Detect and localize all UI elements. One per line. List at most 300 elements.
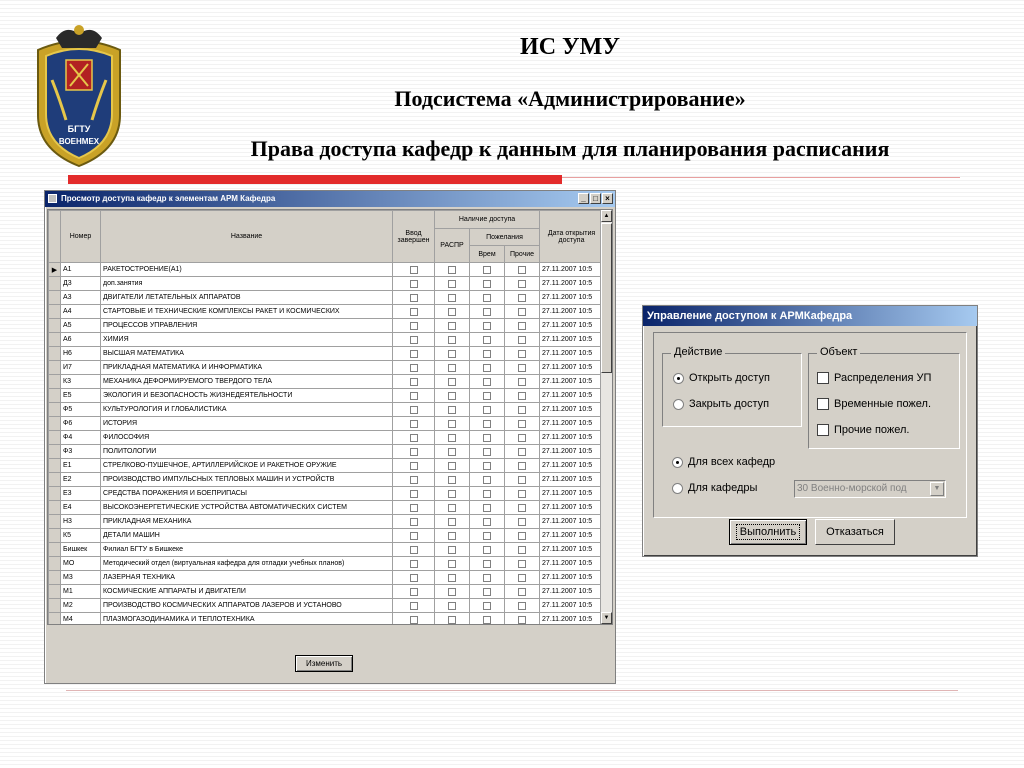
cell-raspr [435,319,470,333]
all-depts-option[interactable] [672,456,775,468]
cell-date[interactable]: 27.11.2007 10:5 [540,515,604,529]
cell-name[interactable]: ПРИКЛАДНАЯ МЕХАНИКА [101,515,393,529]
cell-date[interactable]: 27.11.2007 10:5 [540,599,604,613]
open-access-radio[interactable] [673,373,684,384]
time-checkbox[interactable] [483,532,491,540]
row-indicator[interactable] [49,459,61,473]
other-checkbox[interactable] [518,322,526,330]
input-done-checkbox[interactable] [410,574,418,582]
other-checkbox[interactable] [518,504,526,512]
row-indicator[interactable] [49,557,61,571]
table-row[interactable] [49,375,604,389]
cell-number[interactable]: Е3 [61,487,101,501]
table-row[interactable] [49,473,604,487]
input-done-checkbox[interactable] [410,364,418,372]
time-checkbox[interactable] [483,476,491,484]
cell-date[interactable]: 27.11.2007 10:5 [540,361,604,375]
scroll-up-icon[interactable]: ▲ [601,210,612,222]
cell-number[interactable]: Ф4 [61,431,101,445]
time-checkbox[interactable] [483,602,491,610]
raspr-checkbox[interactable] [448,322,456,330]
table-row[interactable] [49,613,604,626]
row-indicator[interactable] [49,319,61,333]
cell-name[interactable]: СТАРТОВЫЕ И ТЕХНИЧЕСКИЕ КОМПЛЕКСЫ РАКЕТ И КОСМИЧЕСКИХ [101,305,393,319]
table-row[interactable] [49,487,604,501]
all-depts-radio[interactable] [672,457,683,468]
cell-date[interactable]: 27.11.2007 10:5 [540,529,604,543]
other-checkbox[interactable] [518,574,526,582]
input-done-checkbox[interactable] [410,392,418,400]
input-done-checkbox[interactable] [410,602,418,610]
cell-raspr [435,361,470,375]
cell-date[interactable]: 27.11.2007 10:5 [540,543,604,557]
cell-name[interactable]: ХИМИЯ [101,333,393,347]
window2-titlebar[interactable] [643,306,977,326]
chevron-down-icon[interactable]: ▼ [930,482,944,496]
cell-name[interactable]: Методический отдел (виртуальная кафедра для отладки учебных планов) [101,557,393,571]
table-row[interactable] [49,431,604,445]
raspr-checkbox[interactable] [448,364,456,372]
row-indicator[interactable] [49,361,61,375]
time-checkbox[interactable] [483,266,491,274]
cell-name[interactable]: ИСТОРИЯ [101,417,393,431]
raspr-checkbox[interactable] [448,616,456,624]
table-row[interactable] [49,585,604,599]
input-done-checkbox[interactable] [410,420,418,428]
table-row[interactable] [49,445,604,459]
access-grid[interactable] [47,209,613,625]
raspr-checkbox[interactable] [448,392,456,400]
dept-select[interactable] [794,480,946,498]
table-row[interactable] [49,263,604,277]
input-done-checkbox[interactable] [410,406,418,414]
slide-title: ИС УМУ [520,34,620,60]
raspr-checkbox[interactable] [448,308,456,316]
input-done-checkbox[interactable] [410,434,418,442]
time-checkbox[interactable] [483,294,491,302]
other-checkbox[interactable] [518,546,526,554]
row-indicator[interactable] [49,613,61,626]
cell-time [470,305,505,319]
cell-date[interactable]: 27.11.2007 10:5 [540,375,604,389]
time-checkbox[interactable] [483,350,491,358]
cell-name[interactable]: ВЫСОКОЭНЕРГЕТИЧЕСКИЕ УСТРОЙСТВА АВТОМАТИЧЕСКИХ СИСТЕМ [101,501,393,515]
cell-number[interactable]: М3 [61,571,101,585]
raspr-checkbox[interactable] [448,532,456,540]
table-row[interactable] [49,543,604,557]
row-indicator[interactable] [49,529,61,543]
table-row[interactable] [49,599,604,613]
input-done-checkbox[interactable] [410,560,418,568]
input-done-checkbox[interactable] [410,518,418,526]
col-time[interactable]: Врем [470,246,505,263]
time-checkbox[interactable] [483,504,491,512]
cell-number[interactable]: К5 [61,529,101,543]
cell-date[interactable]: 27.11.2007 10:5 [540,445,604,459]
input-done-checkbox[interactable] [410,462,418,470]
time-checkbox[interactable] [483,378,491,386]
time-checkbox[interactable] [483,448,491,456]
cell-number[interactable]: А5 [61,319,101,333]
cell-name[interactable]: ЭКОЛОГИЯ И БЕЗОПАСНОСТЬ ЖИЗНЕДЕЯТЕЛЬНОСТИ [101,389,393,403]
time-checkbox[interactable] [483,588,491,596]
input-done-checkbox[interactable] [410,378,418,386]
table-row[interactable] [49,347,604,361]
obj-other-wishes-checkbox[interactable] [817,424,829,436]
time-checkbox[interactable] [483,322,491,330]
cell-date[interactable]: 27.11.2007 10:5 [540,557,604,571]
cell-number[interactable]: Ф3 [61,445,101,459]
cell-number[interactable]: М2 [61,599,101,613]
row-indicator[interactable] [49,291,61,305]
grid-scrollbar[interactable] [600,210,612,624]
raspr-checkbox[interactable] [448,420,456,428]
time-checkbox[interactable] [483,490,491,498]
time-checkbox[interactable] [483,560,491,568]
row-indicator[interactable] [49,403,61,417]
cell-number[interactable]: Д3 [61,277,101,291]
close-icon[interactable]: × [602,193,613,204]
table-row[interactable] [49,515,604,529]
cell-number[interactable]: М4 [61,613,101,626]
cell-name[interactable]: доп.занятия [101,277,393,291]
other-checkbox[interactable] [518,364,526,372]
maximize-icon[interactable]: □ [590,193,601,204]
raspr-checkbox[interactable] [448,448,456,456]
raspr-checkbox[interactable] [448,574,456,582]
cell-other [505,487,540,501]
cell-date[interactable]: 27.11.2007 10:5 [540,417,604,431]
other-checkbox[interactable] [518,350,526,358]
table-row[interactable] [49,403,604,417]
open-access-option[interactable] [673,372,770,384]
cell-date[interactable]: 27.11.2007 10:5 [540,501,604,515]
cell-date[interactable]: 27.11.2007 10:5 [540,431,604,445]
time-checkbox[interactable] [483,280,491,288]
change-button[interactable]: Изменить [295,655,353,672]
time-checkbox[interactable] [483,406,491,414]
row-indicator[interactable] [49,417,61,431]
cell-name[interactable]: ЛАЗЕРНАЯ ТЕХНИКА [101,571,393,585]
cell-input-done [393,291,435,305]
cell-raspr [435,333,470,347]
cell-name[interactable]: МЕХАНИКА ДЕФОРМИРУЕМОГО ТВЕРДОГО ТЕЛА [101,375,393,389]
input-done-checkbox[interactable] [410,280,418,288]
row-indicator[interactable] [49,487,61,501]
cell-number[interactable]: К3 [61,375,101,389]
cell-name[interactable]: ФИЛОСОФИЯ [101,431,393,445]
input-done-checkbox[interactable] [410,336,418,344]
cell-date[interactable]: 27.11.2007 10:5 [540,585,604,599]
cell-time [470,473,505,487]
cell-raspr [435,473,470,487]
cell-name[interactable]: ДЕТАЛИ МАШИН [101,529,393,543]
other-checkbox[interactable] [518,616,526,624]
input-done-checkbox[interactable] [410,308,418,316]
cell-number[interactable]: А4 [61,305,101,319]
cell-date[interactable]: 27.11.2007 10:5 [540,403,604,417]
cell-raspr [435,375,470,389]
cell-name[interactable]: КОСМИЧЕСКИЕ АППАРАТЫ И ДВИГАТЕЛИ [101,585,393,599]
cell-date[interactable]: 27.11.2007 10:5 [540,613,604,626]
table-row[interactable] [49,361,604,375]
cell-name[interactable]: Филиал БГТУ в Бишкеке [101,543,393,557]
raspr-checkbox[interactable] [448,280,456,288]
cell-date[interactable]: 27.11.2007 10:5 [540,305,604,319]
row-indicator[interactable] [49,347,61,361]
other-checkbox[interactable] [518,406,526,414]
cell-number[interactable]: Н3 [61,515,101,529]
input-done-checkbox[interactable] [410,294,418,302]
other-checkbox[interactable] [518,518,526,526]
cell-date[interactable]: 27.11.2007 10:5 [540,487,604,501]
other-checkbox[interactable] [518,588,526,596]
cell-number[interactable]: И7 [61,361,101,375]
table-row[interactable] [49,571,604,585]
cell-name[interactable]: КУЛЬТУРОЛОГИЯ И ГЛОБАЛИСТИКА [101,403,393,417]
cell-name[interactable]: ВЫСШАЯ МАТЕМАТИКА [101,347,393,361]
cell-number[interactable]: Ф6 [61,417,101,431]
cell-time [470,501,505,515]
raspr-checkbox[interactable] [448,350,456,358]
row-indicator[interactable] [49,333,61,347]
input-done-checkbox[interactable] [410,546,418,554]
obj-other-wishes-option[interactable] [817,424,910,436]
open-access-label: Открыть доступ [689,372,770,384]
raspr-checkbox[interactable] [448,336,456,344]
obj-distribution-checkbox[interactable] [817,372,829,384]
raspr-checkbox[interactable] [448,518,456,526]
cell-name[interactable]: СТРЕЛКОВО-ПУШЕЧНОЕ, АРТИЛЛЕРИЙСКОЕ И РАКЕТНОЕ ОРУЖИЕ [101,459,393,473]
col-raspr[interactable]: РАСПР [435,229,470,263]
cell-name[interactable]: ПОЛИТОЛОГИИ [101,445,393,459]
cell-input-done [393,459,435,473]
cell-name[interactable]: ДВИГАТЕЛИ ЛЕТАТЕЛЬНЫХ АППАРАТОВ [101,291,393,305]
table-row[interactable] [49,459,604,473]
time-checkbox[interactable] [483,336,491,344]
table-row[interactable] [49,389,604,403]
cell-date[interactable]: 27.11.2007 10:5 [540,263,604,277]
cell-name[interactable]: СРЕДСТВА ПОРАЖЕНИЯ И БОЕПРИПАСЫ [101,487,393,501]
cell-name[interactable]: ПРОИЗВОДСТВО КОСМИЧЕСКИХ АППАРАТОВ ЛАЗЕРОВ И УСТАНОВО [101,599,393,613]
cell-other [505,501,540,515]
col-wishes[interactable]: Пожелания [470,229,540,246]
cell-number[interactable]: Бишкек [61,543,101,557]
table-row[interactable] [49,417,604,431]
other-checkbox[interactable] [518,434,526,442]
cell-number[interactable]: М1 [61,585,101,599]
raspr-checkbox[interactable] [448,294,456,302]
row-indicator[interactable] [49,473,61,487]
other-checkbox[interactable] [518,448,526,456]
cell-number[interactable]: А1 [61,263,101,277]
row-indicator[interactable] [49,501,61,515]
input-done-checkbox[interactable] [410,266,418,274]
other-checkbox[interactable] [518,476,526,484]
table-row[interactable] [49,305,604,319]
other-checkbox[interactable] [518,294,526,302]
cell-number[interactable]: МО [61,557,101,571]
row-indicator[interactable] [49,599,61,613]
raspr-checkbox[interactable] [448,462,456,470]
window1-titlebar[interactable] [45,191,615,207]
other-checkbox[interactable] [518,392,526,400]
col-date[interactable]: Дата открытия доступа [540,211,604,263]
raspr-checkbox[interactable] [448,434,456,442]
cell-name[interactable]: ПРОЦЕССОВ УПРАВЛЕНИЯ [101,319,393,333]
table-row[interactable] [49,529,604,543]
input-done-checkbox[interactable] [410,350,418,358]
other-checkbox[interactable] [518,308,526,316]
raspr-checkbox[interactable] [448,504,456,512]
obj-time-wishes-option[interactable] [817,398,931,410]
raspr-checkbox[interactable] [448,602,456,610]
input-done-checkbox[interactable] [410,588,418,596]
other-checkbox[interactable] [518,420,526,428]
cell-number[interactable]: Е1 [61,459,101,473]
cancel-button[interactable]: Отказаться [815,519,895,545]
cell-number[interactable]: Ф5 [61,403,101,417]
row-indicator[interactable] [49,543,61,557]
cell-date[interactable]: 27.11.2007 10:5 [540,571,604,585]
other-checkbox[interactable] [518,490,526,498]
cell-name[interactable]: ПРОИЗВОДСТВО ИМПУЛЬСНЫХ ТЕПЛОВЫХ МАШИН И УСТРОЙСТВ [101,473,393,487]
time-checkbox[interactable] [483,546,491,554]
one-dept-radio[interactable] [672,483,683,494]
input-done-checkbox[interactable] [410,504,418,512]
table-row[interactable] [49,319,604,333]
cell-date[interactable]: 27.11.2007 10:5 [540,333,604,347]
one-dept-option[interactable] [672,482,757,494]
raspr-checkbox[interactable] [448,560,456,568]
raspr-checkbox[interactable] [448,546,456,554]
cell-raspr [435,557,470,571]
time-checkbox[interactable] [483,616,491,624]
time-checkbox[interactable] [483,574,491,582]
row-indicator[interactable] [49,515,61,529]
cell-number[interactable]: Е4 [61,501,101,515]
time-checkbox[interactable] [483,518,491,526]
row-indicator[interactable] [49,305,61,319]
cell-date[interactable]: 27.11.2007 10:5 [540,277,604,291]
input-done-checkbox[interactable] [410,476,418,484]
other-checkbox[interactable] [518,336,526,344]
row-indicator[interactable] [49,585,61,599]
input-done-checkbox[interactable] [410,490,418,498]
time-checkbox[interactable] [483,308,491,316]
cell-number[interactable]: А3 [61,291,101,305]
col-input-done[interactable]: Ввод завершен [393,211,435,263]
obj-time-wishes-checkbox[interactable] [817,398,829,410]
time-checkbox[interactable] [483,434,491,442]
table-row[interactable] [49,277,604,291]
raspr-checkbox[interactable] [448,406,456,414]
cell-time [470,487,505,501]
close-access-option[interactable] [673,398,769,410]
cell-other [505,263,540,277]
row-indicator[interactable] [49,277,61,291]
row-indicator[interactable]: ▶ [49,263,61,277]
cell-date[interactable]: 27.11.2007 10:5 [540,319,604,333]
other-checkbox[interactable] [518,602,526,610]
other-checkbox[interactable] [518,266,526,274]
time-checkbox[interactable] [483,392,491,400]
cell-other [505,599,540,613]
cell-other [505,459,540,473]
other-checkbox[interactable] [518,462,526,470]
cell-other [505,613,540,626]
raspr-checkbox[interactable] [448,378,456,386]
accent-bar [68,175,562,184]
window1-title: Просмотр доступа кафедр к элементам АРМ Кафедра [61,194,276,203]
col-other[interactable]: Прочие [505,246,540,263]
time-checkbox[interactable] [483,420,491,428]
other-checkbox[interactable] [518,560,526,568]
input-done-checkbox[interactable] [410,616,418,624]
cell-date[interactable]: 27.11.2007 10:5 [540,291,604,305]
cell-number[interactable]: А6 [61,333,101,347]
row-indicator[interactable] [49,389,61,403]
cell-number[interactable]: Е5 [61,389,101,403]
raspr-checkbox[interactable] [448,490,456,498]
table-row[interactable] [49,333,604,347]
cell-input-done [393,361,435,375]
cell-time [470,347,505,361]
cell-date[interactable]: 27.11.2007 10:5 [540,389,604,403]
other-checkbox[interactable] [518,280,526,288]
cell-date[interactable]: 27.11.2007 10:5 [540,459,604,473]
cell-number[interactable]: Н6 [61,347,101,361]
col-number[interactable]: Номер [61,211,101,263]
input-done-checkbox[interactable] [410,322,418,330]
cell-date[interactable]: 27.11.2007 10:5 [540,473,604,487]
scroll-down-icon[interactable]: ▼ [601,612,612,624]
cell-name[interactable]: ПЛАЗМОГАЗОДИНАМИКА И ТЕПЛОТЕХНИКА [101,613,393,626]
row-indicator[interactable] [49,445,61,459]
row-indicator[interactable] [49,375,61,389]
scroll-thumb[interactable] [601,223,612,373]
raspr-checkbox[interactable] [448,266,456,274]
close-access-radio[interactable] [673,399,684,410]
other-checkbox[interactable] [518,378,526,386]
cell-date[interactable]: 27.11.2007 10:5 [540,347,604,361]
row-indicator[interactable] [49,431,61,445]
raspr-checkbox[interactable] [448,476,456,484]
time-checkbox[interactable] [483,462,491,470]
other-checkbox[interactable] [518,532,526,540]
input-done-checkbox[interactable] [410,448,418,456]
col-access[interactable]: Наличие доступа [435,211,540,229]
execute-button[interactable] [729,519,807,545]
minimize-icon[interactable]: _ [578,193,589,204]
table-row[interactable] [49,557,604,571]
raspr-checkbox[interactable] [448,588,456,596]
cell-time [470,445,505,459]
row-indicator[interactable] [49,571,61,585]
cell-number[interactable]: Е2 [61,473,101,487]
cell-name[interactable]: РАКЕТОСТРОЕНИЕ(А1) [101,263,393,277]
table-row[interactable] [49,291,604,305]
time-checkbox[interactable] [483,364,491,372]
cell-input-done [393,305,435,319]
col-name[interactable]: Название [101,211,393,263]
input-done-checkbox[interactable] [410,532,418,540]
cell-raspr [435,291,470,305]
cell-name[interactable]: ПРИКЛАДНАЯ МАТЕМАТИКА И ИНФОРМАТИКА [101,361,393,375]
cell-other [505,473,540,487]
obj-distribution-option[interactable] [817,372,931,384]
table-row[interactable] [49,501,604,515]
